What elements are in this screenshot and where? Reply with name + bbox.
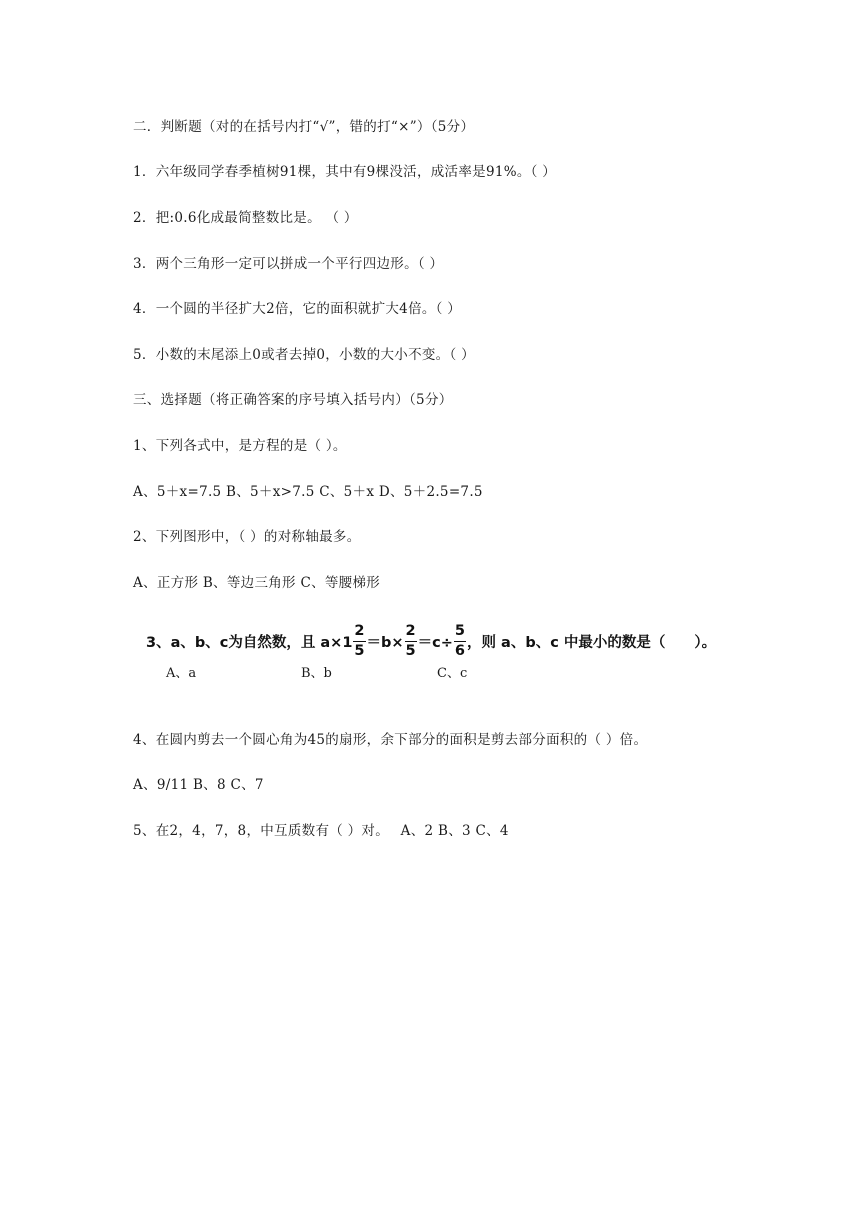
q3-middle-1: ＝b× <box>366 634 404 651</box>
judgment-item-1: 1．六年级同学春季植树91棵，其中有9棵没活，成活率是91%。（ ） <box>133 164 557 180</box>
choice-question-1: 1、下列各式中，是方程的是（ ）。 <box>133 438 347 454</box>
q3-middle-2: ＝c÷ <box>417 634 453 651</box>
fraction-denominator: 5 <box>354 642 365 659</box>
choice-question-2: 2、下列图形中，（ ）的对称轴最多。 <box>133 529 361 545</box>
fraction-two-fifths-b <box>405 624 417 658</box>
fraction-five-sixths <box>454 624 466 658</box>
q3-prefix: 3、a、b、c为自然数，且 a×1 <box>146 634 353 651</box>
fraction-two-fifths-a <box>353 624 365 658</box>
fraction-numerator: 2 <box>353 624 365 642</box>
fraction-denominator: 5 <box>405 642 416 659</box>
section-3-title: 三、选择题（将正确答案的序号填入括号内）（5分） <box>133 392 453 408</box>
q3-option-c: C、c <box>437 666 468 681</box>
judgment-item-4: 4．一个圆的半径扩大2倍，它的面积就扩大4倍。（ ） <box>133 301 462 317</box>
fraction-numerator: 5 <box>454 624 466 642</box>
fraction-denominator: 6 <box>454 642 465 659</box>
choice-question-4: 4、在圆内剪去一个圆心角为45的扇形，余下部分的面积是剪去部分面积的（ ）倍。 <box>133 732 648 748</box>
choice-question-4-options: A、9/11 B、8 C、7 <box>133 777 264 793</box>
choice-question-1-options: A、5＋x=7.5 B、5＋x>7.5 C、5＋x D、5＋2.5=7.5 <box>133 484 483 500</box>
judgment-item-2: 2．把:0.6化成最简整数比是。 （ ） <box>133 210 358 226</box>
judgment-item-5: 5．小数的末尾添上0或者去掉0，小数的大小不变。（ ） <box>133 347 475 363</box>
q3-option-a: A、a <box>166 666 197 681</box>
choice-question-2-options: A、正方形 B、等边三角形 C、等腰梯形 <box>133 575 381 591</box>
fraction-numerator: 2 <box>405 624 417 642</box>
choice-question-3 <box>146 619 716 663</box>
q3-suffix: ，则 a、b、c 中最小的数是（ ）。 <box>466 634 717 651</box>
section-2-title: 二．判断题（对的在括号内打“√”，错的打“×”）（5分） <box>133 119 475 135</box>
judgment-item-3: 3．两个三角形一定可以拼成一个平行四边形。（ ） <box>133 256 444 272</box>
choice-question-5: 5、在2，4，7，8，中互质数有（ ）对。 A、2 B、3 C、4 <box>133 823 509 839</box>
q3-option-b: B、b <box>301 666 332 681</box>
